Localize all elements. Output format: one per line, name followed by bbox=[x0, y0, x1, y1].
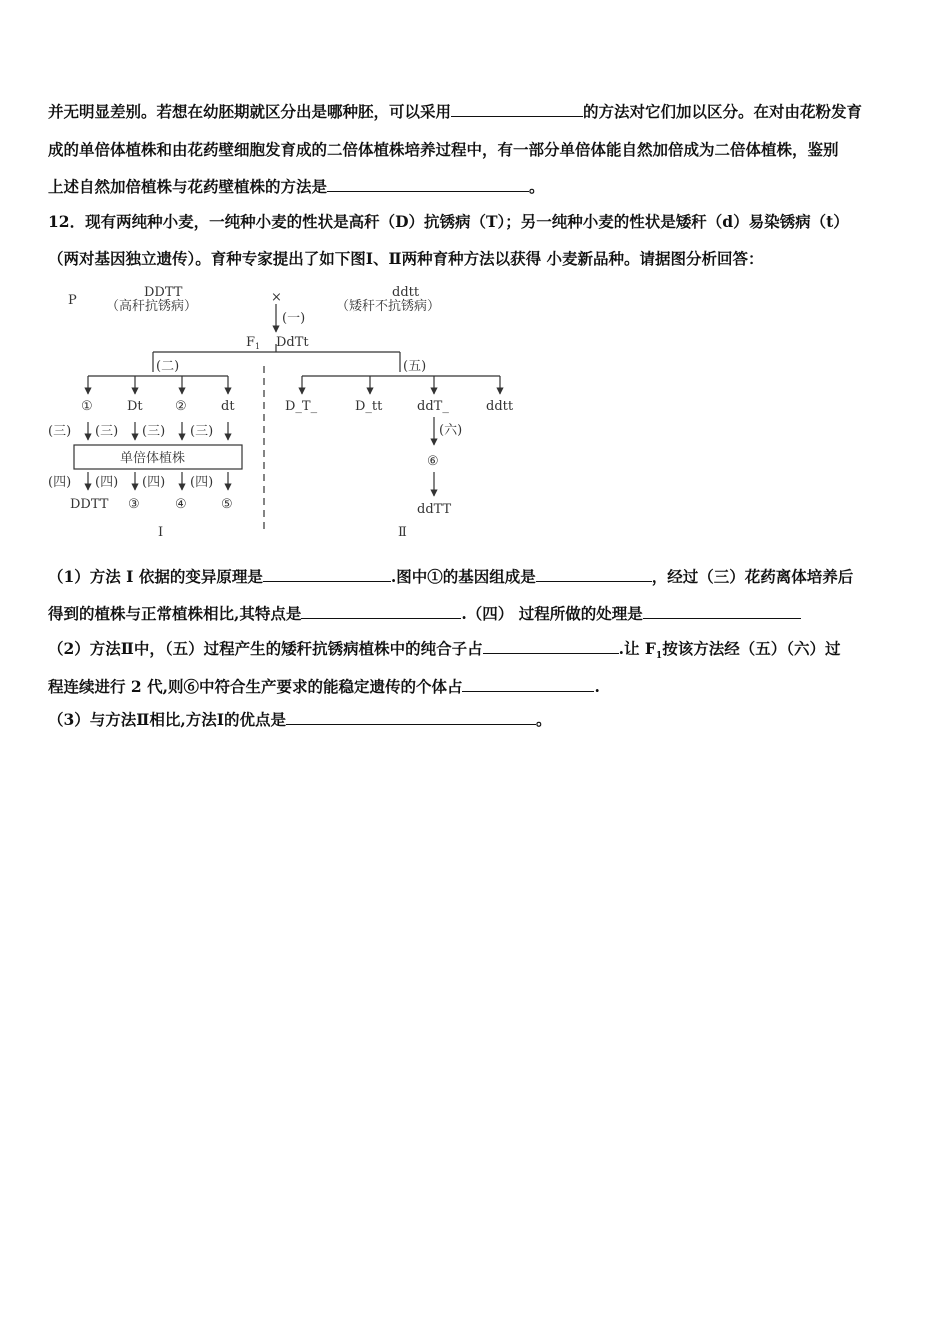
question-text: （1）方法 I 依据的变异原理是 bbox=[48, 567, 263, 586]
gamete-1: ① bbox=[81, 399, 93, 414]
result-3: ③ bbox=[128, 497, 140, 512]
step3-label: (三) bbox=[48, 424, 72, 439]
result-ddTT: ddTT bbox=[417, 502, 452, 517]
answer-blank[interactable] bbox=[462, 677, 594, 692]
step3-label: (三) bbox=[190, 424, 214, 439]
offspring-ddtt: ddtt bbox=[486, 399, 514, 414]
step4-label: (四) bbox=[95, 475, 119, 490]
question-text: 。 bbox=[536, 710, 552, 729]
cross-symbol: × bbox=[271, 290, 282, 305]
parent1-genotype: DDTT bbox=[144, 285, 183, 300]
question-3-line-1 bbox=[48, 710, 552, 730]
answer-blank[interactable] bbox=[263, 567, 391, 582]
circle-6: ⑥ bbox=[427, 454, 439, 469]
gamete-Dt: Dt bbox=[127, 399, 143, 414]
haploid-label: 单倍体植株 bbox=[120, 451, 186, 466]
question-text: 程连续进行 2 代,则⑥中符合生产要求的能稳定遗传的个体占 bbox=[48, 677, 463, 696]
intro-line-1 bbox=[48, 102, 862, 122]
intro-text: 并无明显差别。若想在幼胚期就区分出是哪种胚，可以采用 bbox=[48, 102, 452, 121]
question-text: . bbox=[594, 677, 600, 696]
intro-text: 的方法对它们加以区分。在对由花粉发育 bbox=[583, 102, 863, 121]
step4-label: (四) bbox=[190, 475, 214, 490]
f1-label: $F_1$ bbox=[246, 335, 261, 351]
parent1-phenotype: （高秆抗锈病） bbox=[106, 299, 198, 314]
intro-text: 成的单倍体植株和由花药壁细胞发育成的二倍体植株培养过程中，有一部分单倍体能自然加倍成为二倍体植株，鉴别 bbox=[48, 140, 839, 159]
parent2-genotype: ddtt bbox=[392, 285, 420, 300]
question-text: .（四） 过程所做的处理是 bbox=[461, 604, 643, 623]
parent2-phenotype: （矮秆不抗锈病） bbox=[336, 299, 441, 314]
gamete-dt: dt bbox=[221, 399, 235, 414]
answer-blank[interactable] bbox=[286, 710, 536, 725]
subscript: 1 bbox=[655, 651, 663, 662]
step4-label: (四) bbox=[142, 475, 166, 490]
offspring-D_T_: D_T_ bbox=[285, 399, 318, 414]
breeding-diagram bbox=[40, 282, 560, 544]
answer-blank[interactable] bbox=[451, 102, 583, 117]
answer-blank[interactable] bbox=[643, 604, 801, 619]
f1-genotype: DdTt bbox=[276, 335, 309, 350]
intro-line-3 bbox=[48, 177, 545, 197]
answer-blank[interactable] bbox=[483, 639, 619, 654]
step1-label: (一) bbox=[282, 311, 306, 326]
question-text: .图中①的基因组成是 bbox=[390, 567, 536, 586]
question-text: 12．现有两纯种小麦，一纯种小麦的性状是高秆（D）抗锈病（T）；另一纯种小麦的性状是矮秆（d）易染锈病（t） bbox=[48, 212, 849, 231]
intro-line-2 bbox=[48, 140, 839, 160]
question-12-line-2 bbox=[48, 249, 763, 269]
question-text: 按该方法经（五）（六）过 bbox=[662, 639, 841, 658]
question-2-line-1 bbox=[48, 639, 840, 666]
p-label: P bbox=[68, 293, 77, 308]
question-12-line-1 bbox=[48, 212, 849, 232]
answer-blank[interactable] bbox=[536, 567, 652, 582]
question-1-line-2 bbox=[48, 604, 801, 624]
offspring-D_tt: D_tt bbox=[355, 399, 383, 414]
method-2-label: Ⅱ bbox=[398, 525, 407, 540]
result-4: ④ bbox=[175, 497, 187, 512]
step4-label: (四) bbox=[48, 475, 72, 490]
question-text: （2）方法Ⅱ中，（五）过程产生的矮秆抗锈病植株中的纯合子占 bbox=[48, 639, 483, 658]
question-text: .让 F bbox=[618, 639, 656, 658]
question-text: （3）与方法Ⅱ相比,方法Ⅰ的优点是 bbox=[48, 710, 286, 729]
step2-label: (二) bbox=[156, 359, 180, 374]
method-1-label: Ⅰ bbox=[158, 525, 164, 540]
step3-label: (三) bbox=[142, 424, 166, 439]
answer-blank[interactable] bbox=[301, 604, 461, 619]
result-DDTT: DDTT bbox=[70, 497, 109, 512]
step3-label: (三) bbox=[95, 424, 119, 439]
question-text: 得到的植株与正常植株相比,其特点是 bbox=[48, 604, 302, 623]
answer-blank[interactable] bbox=[327, 177, 529, 192]
step6-label: (六) bbox=[439, 423, 463, 438]
question-1-line-1 bbox=[48, 567, 853, 587]
intro-text: 上述自然加倍植株与花药壁植株的方法是 bbox=[48, 177, 328, 196]
result-5: ⑤ bbox=[221, 497, 233, 512]
gamete-2: ② bbox=[175, 399, 187, 414]
intro-text: 。 bbox=[529, 177, 545, 196]
question-text: （两对基因独立遗传）。育种专家提出了如下图Ⅰ、Ⅱ两种育种方法以获得 小麦新品种。请据图分析回答： bbox=[48, 249, 764, 268]
question-2-line-2 bbox=[48, 677, 600, 697]
offspring-ddT_: ddT_ bbox=[417, 399, 449, 414]
step5-label: (五) bbox=[403, 359, 427, 374]
question-text: ，经过（三）花药离体培养后 bbox=[651, 567, 854, 586]
